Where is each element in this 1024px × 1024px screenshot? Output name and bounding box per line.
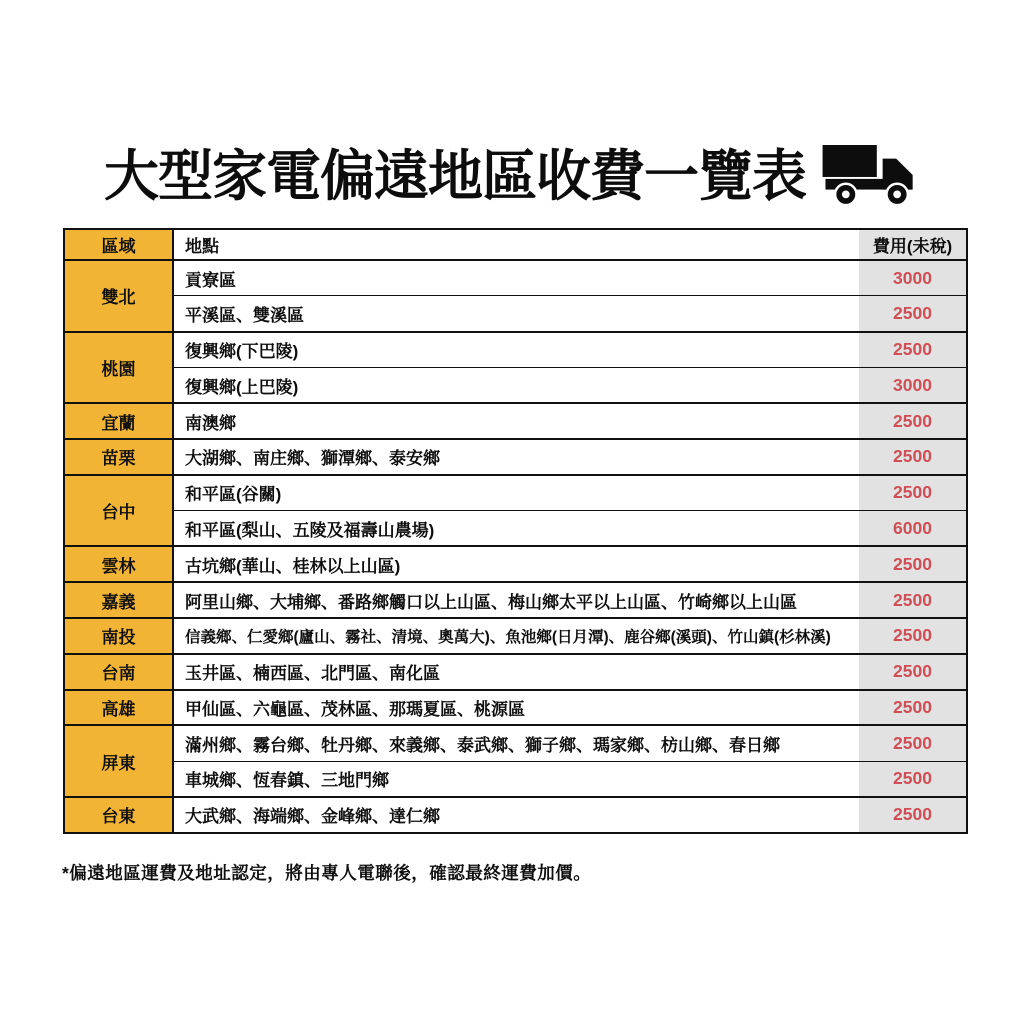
fee-cell: 2500 (859, 618, 967, 654)
location-cell: 和平區(梨山、五陵及福壽山農場) (173, 511, 859, 547)
location-cell: 甲仙區、六龜區、茂林區、那瑪夏區、桃源區 (173, 690, 859, 726)
location-cell: 南澳鄉 (173, 403, 859, 439)
region-cell: 雙北 (64, 260, 173, 332)
region-cell: 台南 (64, 654, 173, 690)
fee-cell: 2500 (859, 725, 967, 761)
location-cell: 平溪區、雙溪區 (173, 296, 859, 332)
location-cell: 滿州鄉、霧台鄉、牡丹鄉、來義鄉、泰武鄉、獅子鄉、瑪家鄉、枋山鄉、春日鄉 (173, 725, 859, 761)
location-cell: 阿里山鄉、大埔鄉、番路鄉觸口以上山區、梅山鄉太平以上山區、竹崎鄉以上山區 (173, 582, 859, 618)
fee-cell: 3000 (859, 260, 967, 296)
region-cell: 台東 (64, 797, 173, 833)
table-row (64, 690, 967, 726)
fee-cell: 2500 (859, 797, 967, 833)
table-row (64, 797, 967, 833)
fee-cell: 2500 (859, 296, 967, 332)
table-row (64, 618, 967, 654)
region-cell: 屏東 (64, 725, 173, 797)
fee-table-body (64, 260, 967, 833)
table-row (64, 546, 967, 582)
region-cell: 宜蘭 (64, 403, 173, 439)
region-cell: 苗栗 (64, 439, 173, 475)
fee-cell: 2500 (859, 582, 967, 618)
fee-cell: 2500 (859, 654, 967, 690)
fee-column-header: 費用(未稅) (859, 229, 967, 260)
fee-cell: 2500 (859, 690, 967, 726)
location-cell: 古坑鄉(華山、桂林以上山區) (173, 546, 859, 582)
table-row (64, 403, 967, 439)
region-cell: 桃園 (64, 332, 173, 404)
fee-cell: 2500 (859, 403, 967, 439)
table-row (64, 332, 967, 368)
fee-cell: 6000 (859, 511, 967, 547)
location-cell: 信義鄉、仁愛鄉(廬山、霧社、清境、奧萬大)、魚池鄉(日月潭)、鹿谷鄉(溪頭)、竹山鎮(杉林溪) (173, 618, 859, 654)
fee-table (63, 228, 968, 834)
table-row (64, 511, 967, 547)
table-row (64, 367, 967, 403)
fee-cell: 2500 (859, 761, 967, 797)
location-cell: 復興鄉(上巴陵) (173, 367, 859, 403)
table-row (64, 439, 967, 475)
table-row (64, 725, 967, 761)
location-column-header: 地點 (173, 229, 859, 260)
table-row (64, 582, 967, 618)
footnote: *偏遠地區運費及地址認定，將由專人電聯後，確認最終運費加價。 (62, 863, 592, 883)
fee-cell: 2500 (859, 439, 967, 475)
region-cell: 雲林 (64, 546, 173, 582)
region-cell: 南投 (64, 618, 173, 654)
region-column-header: 區域 (64, 229, 173, 260)
location-cell: 車城鄉、恆春鎮、三地門鄉 (173, 761, 859, 797)
location-cell: 復興鄉(下巴陵) (173, 332, 859, 368)
delivery-truck-icon (822, 145, 920, 207)
table-row (64, 761, 967, 797)
fee-cell: 2500 (859, 546, 967, 582)
table-row (64, 654, 967, 690)
location-cell: 貢寮區 (173, 260, 859, 296)
location-cell: 玉井區、楠西區、北門區、南化區 (173, 654, 859, 690)
page-title: 大型家電偏遠地區收費一覽表 (103, 145, 806, 207)
region-cell: 台中 (64, 475, 173, 547)
table-row (64, 475, 967, 511)
location-cell: 大武鄉、海端鄉、金峰鄉、達仁鄉 (173, 797, 859, 833)
fee-cell: 2500 (859, 475, 967, 511)
fee-cell: 3000 (859, 367, 967, 403)
fee-cell: 2500 (859, 332, 967, 368)
location-cell: 和平區(谷關) (173, 475, 859, 511)
region-cell: 高雄 (64, 690, 173, 726)
table-row (64, 260, 967, 296)
table-header-row (64, 229, 967, 260)
location-cell: 大湖鄉、南庄鄉、獅潭鄉、泰安鄉 (173, 439, 859, 475)
title-row (0, 132, 1024, 211)
table-row (64, 296, 967, 332)
region-cell: 嘉義 (64, 582, 173, 618)
